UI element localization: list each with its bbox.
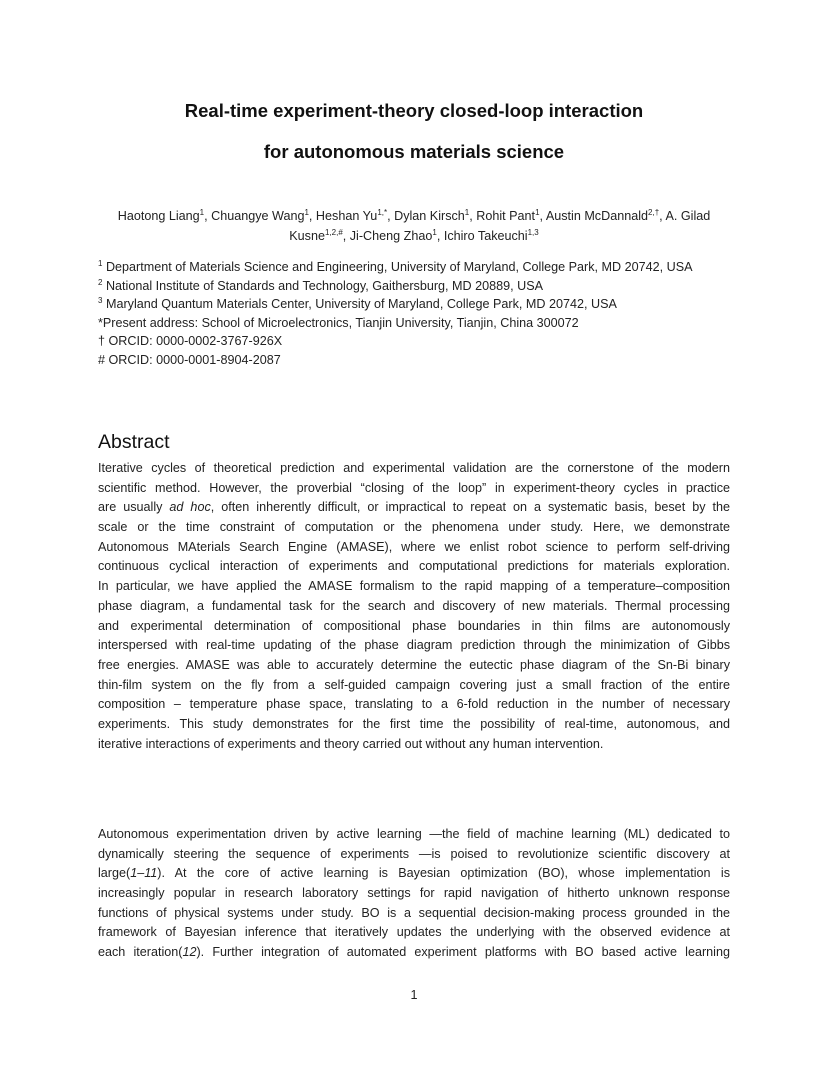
text-line: iterative interactions of experiments and theory carried out without any human intervention.	[98, 736, 604, 751]
body-paragraph	[98, 825, 730, 963]
affiliation-number: 3	[98, 296, 103, 305]
affiliation-number: 2	[98, 277, 103, 287]
author-name: , Ichiro Takeuchi	[436, 229, 528, 243]
page-number: 1	[410, 988, 418, 1002]
author-list	[98, 206, 730, 246]
orcid-note: † ORCID: 0000-0002-3767-926X	[98, 334, 283, 348]
author-name: , Dylan Kirsch	[387, 209, 465, 223]
paper-title-line-2: for autonomous materials science	[263, 141, 565, 162]
text-line: phase diagram, a fundamental task for the search and discovery of new materials. Thermal processing	[98, 598, 730, 613]
text-line	[98, 943, 730, 963]
author-name: , A. Gilad	[659, 209, 711, 223]
text-line: framework of Bayesian inference that iteratively updates the underlying with the observed evidence at	[98, 925, 730, 940]
author-name: , Rohit Pant	[469, 209, 536, 223]
author-affiliation-mark: 1,*	[377, 208, 388, 217]
text-line: thin-film system on the fly from a self-guided campaign covering just a small fraction of the entire	[98, 677, 730, 692]
citation-ref: 12	[182, 945, 197, 960]
text-line	[98, 864, 730, 884]
affiliation-text: Maryland Quantum Materials Center, University of Maryland, College Park, MD 20742, USA	[102, 297, 617, 311]
text-run: , often inherently difficult, or impractical to repeat on a systematic basis, beset by the	[210, 500, 730, 515]
text-line: Autonomous experimentation driven by active learning —the field of machine learning (ML) dedicated to	[98, 827, 730, 841]
text-line: In particular, we have applied the AMASE formalism to the rapid mapping of a temperature–composition	[98, 579, 730, 594]
text-line: scientific method. However, the proverbial “closing of the loop” in experiment-theory cycles in practice	[98, 480, 730, 495]
affiliation-text: Department of Materials Science and Engineering, University of Maryland, College Park, MD 20742, USA	[102, 260, 693, 274]
affiliation-number: 1	[98, 259, 103, 268]
text-line: dynamically steering the sequence of experiments —is poised to revolutionize scientific discovery at	[98, 846, 730, 861]
author-affiliation-mark: 1	[535, 208, 540, 217]
text-line: functions of physical systems under study. BO is a sequential decision-making process grounded in the	[98, 905, 730, 920]
author-affiliation-mark: 1,3	[527, 228, 539, 237]
author-affiliation-mark: 1	[304, 208, 309, 217]
affiliation-text: National Institute of Standards and Technology, Gaithersburg, MD 20889, USA	[102, 278, 544, 293]
text-run: ). At the core of active learning is Bayesian optimization (BO), whose implementation is	[157, 866, 730, 881]
text-run: ). Further integration of automated experiment platforms with BO based active learning	[196, 945, 730, 960]
orcid-note: # ORCID: 0000-0001-8904-2087	[98, 352, 281, 367]
affiliation-line	[98, 258, 738, 277]
abstract-heading: Abstract	[98, 431, 170, 453]
abstract-paragraph	[98, 459, 730, 754]
affiliation-list	[98, 258, 738, 369]
author-name: , Austin McDannald	[539, 209, 649, 223]
text-line: continuous cyclical interaction of experiments and computational predictions for materials exploration.	[98, 559, 730, 574]
text-line: Iterative cycles of theoretical prediction and experimental validation are the cornerstone of the modern	[98, 461, 730, 475]
text-line: increasingly popular in research laboratory settings for rapid navigation of hitherto unknown response	[98, 886, 730, 901]
text-line: free energies. AMASE was able to accurately determine the eutectic phase diagram of the Sn-Bi binary	[98, 657, 730, 672]
author-affiliation-mark: 1	[199, 208, 205, 217]
citation-ref: 1–11	[130, 866, 158, 881]
text-run: large(	[98, 866, 131, 881]
text-line	[98, 498, 730, 518]
affiliation-line	[98, 277, 738, 296]
text-line: composition – temperature phase space, translating to a 6-fold reduction in the number of necessary	[98, 697, 730, 712]
present-address-note: *Present address: School of Microelectronics, Tianjin University, Tianjin, China 300072	[98, 315, 579, 330]
author-affiliation-mark: 1,2,#	[324, 228, 343, 237]
affiliation-line	[98, 295, 738, 314]
italic-term: ad hoc	[169, 500, 211, 515]
author-name: , Heshan Yu	[308, 209, 378, 223]
paper-title-line-1: Real-time experiment-theory closed-loop interaction	[184, 100, 644, 121]
author-name: , Chuangye Wang	[204, 209, 305, 223]
text-line: interspersed with real-time updating of the phase diagram prediction through the minimization of Gibbs	[98, 638, 730, 653]
text-line: Autonomous MAterials Search Engine (AMASE), where we enlist robot science to perform self-driving	[98, 539, 730, 554]
author-name: , Ji-Cheng Zhao	[342, 229, 433, 243]
text-run: are usually	[98, 500, 170, 515]
text-line: scale or the time constraint of computation or the phenomena under study. Here, we demonstrate	[98, 520, 730, 535]
text-line: and experimental determination of compositional phase boundaries in thin films are autonomously	[98, 618, 730, 633]
author-affiliation-mark: 2,†	[648, 208, 660, 217]
author-affiliation-mark: 1	[464, 208, 470, 217]
author-name: Haotong Liang	[117, 209, 200, 223]
text-run: each iteration(	[98, 945, 183, 960]
text-line: experiments. This study demonstrates for the first time the possibility of real-time, autonomous, and	[98, 716, 730, 731]
author-name: Kusne	[289, 229, 325, 243]
author-affiliation-mark: 1	[432, 228, 437, 237]
